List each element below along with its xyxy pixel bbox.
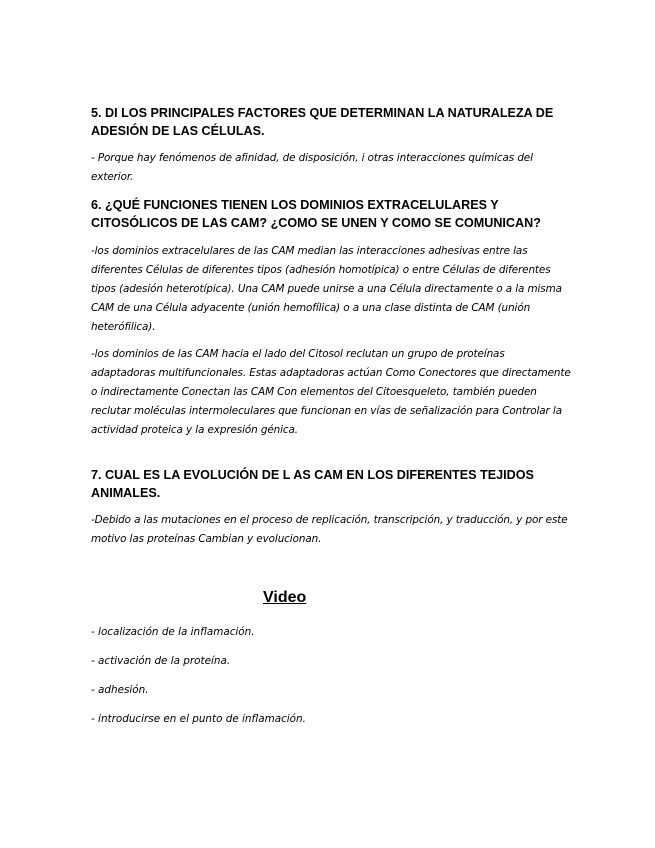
question-6-heading: 6. ¿QUÉ FUNCIONES TIENEN LOS DOMINIOS EXTRACELULARES Y CITOSÓLICOS DE LAS CAM? ¿COMO SE UNEN Y COMO SE COMUNICAN? xyxy=(91,198,541,230)
question-6-answer-1: -los dominios extracelulares de las CAM median las interacciones adhesivas entre las diferentes Células de diferentes tipos (adhesión homotípica) o entre Células de diferentes tipos (adesión heterotípica). Una CAM puede unirse a una Célula directamente o a la misma CAM de una Célula adyacente (unión hemofílica) o a una clase distinta de CAM (unión heterófilica). xyxy=(91,245,562,333)
video-item-1: - localización de la inflamación. xyxy=(91,626,255,638)
video-item-2: - activación de la proteína. xyxy=(91,655,231,667)
question-7-answer: -Debido a las mutaciones en el proceso de replicación, transcripción, y traducción, y por este motivo las proteínas Cambian y evolucionan. xyxy=(91,514,568,545)
question-5-answer: - Porque hay fenómenos de afinidad, de disposición, i otras interacciones químicas del exterior. xyxy=(91,152,533,183)
video-item-3: - adhesión. xyxy=(91,684,149,696)
question-6-answer-2: -los dominios de las CAM hacia el lado del Citosol reclutan un grupo de proteínas adaptadoras multifuncionales. Estas adaptadoras actúan Como Conectores que directamente o indirectamente Conectan las CAM Con elementos del Citoesqueleto, también pueden reclutar moléculas intermoleculares que funcionan en vías de señalización para Controlar la actividad proteica y la expresión génica. xyxy=(91,348,571,436)
question-5-heading: 5. DI LOS PRINCIPALES FACTORES QUE DETERMINAN LA NATURALEZA DE ADESIÓN DE LAS CÉLULAS. xyxy=(91,106,554,138)
question-7-heading: 7. CUAL ES LA EVOLUCIÓN DE L AS CAM EN LOS DIFERENTES TEJIDOS ANIMALES. xyxy=(91,468,534,500)
video-title: Video xyxy=(263,589,307,606)
video-item-4: - introducirse en el punto de inflamación. xyxy=(91,713,306,725)
